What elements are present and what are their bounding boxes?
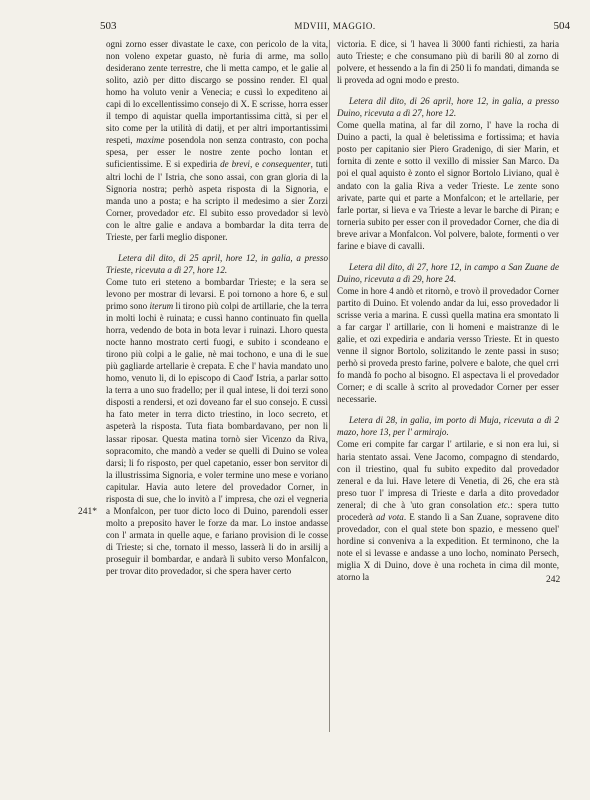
letter-heading: Letera dil dito, di 26 april, hore 12, in galia, a presso Duino, ricevuta a dì 27, hore 12. <box>337 96 559 119</box>
column-divider <box>329 40 330 732</box>
right-column <box>337 38 559 583</box>
letter-heading: Letera dil dito, di 27, hore 12, in campo a San Zuane de Duino, ricevuta a dì 29, hore 24. <box>337 261 559 284</box>
margin-note-right: 242 <box>546 575 561 585</box>
paragraph: Come eri compite far cargar l' artilarie, e si non era lui, si haria stentato assai. Vene Jacomo, compagno di stendardo, con il triestino, qual fu subito expedito dal provedador zeneral e da lui. Have letere di Venetia, di 26, che era stà preso tuor l' impresa di Trieste e darla a dito provedador zeneral; di che à 'uto gran consolation etc.: spera tutto procederà ad vota. E stando lì a San Zuane, sopravene dito provedador, con el qual stete bon spazio, e messeno quel' hordine si conveniva a la expedition. Et terminono, che la note el si levasse e andasse a uno locho, nominato Persech, miglia X di Duino, dove è una rocheta in cima dil monte, atorno la <box>337 439 559 582</box>
page-number-left: 503 <box>100 20 117 32</box>
paragraph: Come quella matina, al far dil zorno, l' have la rocha di Duino a pacti, la qual è beletissima e fortissima; et havia posto per capitanio sier Piero Gradenigo, di sier Marin, et fornita di zente e sotto il vexillo di missier San Marco. Da poi el qual aquisto è zonto el signor Bortolo Liviano, qual è andato con la galia Riva a veder Trieste. Le zente sono arivate, parte qui et parte a Monfalcon; et le artellarie, per farle portar, si lieva e va Trieste a levar le barche di Piran; e torneria subito per esser con il provedador Corner, che dia di breve arivar a Monfalcon. Vol polvere, balote, formenti o ver farine e biave di cavalli. <box>337 120 559 251</box>
page-number-right: 504 <box>553 20 570 32</box>
running-title: MDVIII, MAGGIO. <box>294 21 376 31</box>
letter-heading: Letera dil dito, di 25 april, hore 12, in galia, a presso Trieste, ricevuta a dì 27, hore 12. <box>106 252 328 275</box>
paragraph: ogni zorno esser divastate le caxe, con pericolo de la vita, non voleno expetar guasto, nè furia di arme, ma sollo desiderano zente terrestre, che li metta campo, et le galie al solito, aziò per ditto discargo se possino render. El qual homo ha voluto venir a Venecia; e cussì lo expediteno ai capi di lo excellentissimo consejo di X. E scrisse, horra esser il tempo di aquistar quella importantissima città, si per el sito come per la utilità di datij, et per altri importantissimi respeti, maxime posendola non senza contrasto, con pocha spesa, per esser le nostre zente pocho lontan et suficientissime. E si expediria de brevi, e consequenter, tuti altri lochi de l' Istria, che sono assai, con gran gloria di la Signoria nostra; perhò aspeta risposta di la Signoria, e manda uno a posta; e ha scripto il medesimo a sier Zorzi Corner, provedador etc. El subito esso provedador si levò con le altre galie e andava a bombardar la dita terra de Trieste, per farli meglio disponer. <box>106 39 328 242</box>
margin-note-left: 241* <box>78 507 97 517</box>
paragraph: Come tuto eri steteno a bombardar Trieste; e la sera se levono per mostrar di levarsi. E poi tornono a hore 6, e sul primo sono iterum li tirono più colpi de artillarie, che la terra in molti lochi è ruinata; e cussì hanno continuato fin quella horra, vedendo de bota in bota levar i ruinazi. Lhoro questa nocte hanno mostrato certi fuogi, e subito i scondeano e tirono più colpi a le galie, nè mai tochono, e una di le sue più gagliarde artellarie è crepata. E che l' havia mandato uno homo, venuto li, di lo episcopo di Caod' Istria, a parlar sotto la terra a uno suo fradello; per il qual intese, li doi terzi sono disposti a rendersi, et ozi doveano far el suo consejo. E cussì ha fato meter in terra dicto triestino, in loco secreto, et aspeterà la risposta. Tuta fiata bombardavano, per non li lassar riposar. Questa matina tornò sier Vicenzo da Riva, sopracomito, che mandò a veder se quelli di Duino se volea darsi; li fo risposto, per quel capetanio, esser bon servitor di la illustrissima Signoria, e voler termine uno mese e voriano capitular. Havia auto letere del provedador Corner, in risposta di sue, che lo invitò a l' impresa, che ozi el vegneria a Monfalcon, per tuor dicto loco di Duino, parendoli esser molto a preposito haver le forze da mar. Lo instoe andasse con l' armata in quelle aque, e fariano provision di le cosse di Trieste; si che, tornato il messo, lasserà li do in arsilij a proseguir il bombardar, e andarà lì subito verso Monfalcon, per trovar dito provedador, si che spera haver certo <box>106 276 328 577</box>
paragraph: victoria. E dice, si 'l havea li 3000 fanti richiesti, za haria auto Trieste; e che consumano più di barili 80 al zorno di polvere, et hessendo a la fin di 250 li fo mandati, dimanda se li proveda ad ogni modo e presto. <box>337 39 559 86</box>
paragraph: Come in hore 4 andò et ritornò, e trovò il provedador Corner partito di Duino. Et volendo andar da lui, esso provedador li scrisse veria a marina. E cussì quella matina era smontato lì a far cargar l' artillarie, con li homeni e maistranze di le galie, et ozi expediria e andaria versso Trieste. Et in questo venne il signor Bortolo, solizitando le zente passi in suso; perhò si proveda presto farine, polvere e balote, che quel crri fo mandà fo pocho al bisogno. El aspectava li el provedador Corner; e di scalle à scrito al provedador Corner per esser necessarie. <box>337 285 559 405</box>
page-header <box>100 20 570 36</box>
left-column <box>106 38 328 577</box>
letter-heading: Letera di 28, in galia, im porto di Muja, ricevuta a dì 2 mazo, hore 13, per l' armirajo. <box>337 415 559 438</box>
